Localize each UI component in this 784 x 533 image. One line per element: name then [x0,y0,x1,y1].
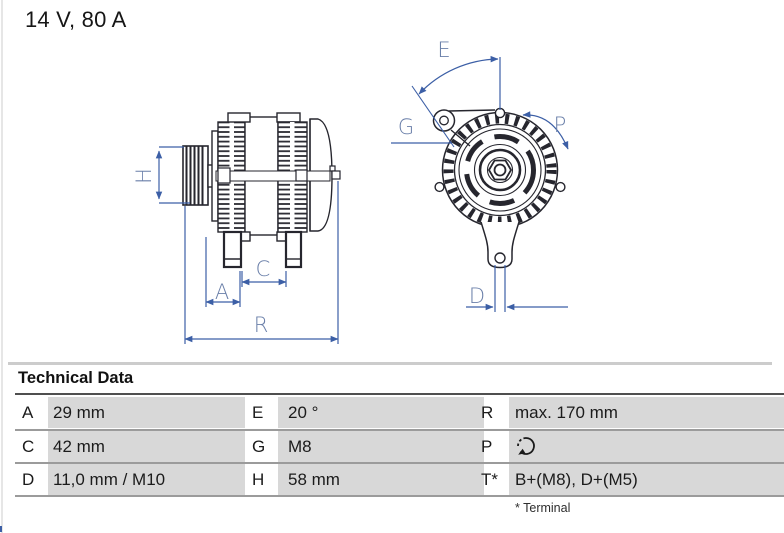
label-e: E [437,38,451,62]
section-heading: Technical Data [18,369,134,387]
alternator-front-view [434,108,565,267]
spec-label-R: R [481,403,494,422]
section-divider [8,362,772,365]
mounting-lug [434,110,455,131]
spec-label-G: G [252,437,266,456]
terminal-stud [330,166,340,179]
bottom-foot [481,222,519,268]
label-h: H [132,168,156,184]
heading-rule [15,393,784,395]
spec-value-P [509,431,784,462]
spec-value-R: max. 170 mm [509,397,784,428]
table-row [0,464,784,495]
spec-label-C: C [22,437,35,456]
spec-value-A: 29 mm [48,397,245,428]
pulley [183,146,208,205]
spec-label-D: D [22,470,35,489]
table-row [0,397,784,428]
right-lug [556,183,565,192]
spec-value-H: 58 mm [278,464,484,495]
label-p: P [553,113,567,137]
spec-value-T: B+(M8), D+(M5) [509,464,784,495]
spec-label-P: P [481,437,493,456]
table-row [0,431,784,462]
spec-value-E: 20 ° [278,397,484,428]
spec-label-H: H [252,470,265,489]
shaft-hex-nut [489,161,511,180]
spec-value-D: 11,0 mm / M10 [48,464,245,495]
label-c: C [255,257,271,281]
label-a: A [214,280,230,304]
label-d: D [468,284,486,308]
label-g: G [397,115,415,139]
spec-value-G: M8 [278,431,484,462]
left-edge-blue-mark [0,526,2,532]
spec-label-T: T* [481,470,498,489]
label-r: R [253,313,269,337]
spec-title: 14 V, 80 A [25,7,127,32]
terminal-footnote: * Terminal [515,501,571,515]
spec-label-A: A [22,403,34,422]
spec-label-E: E [252,403,264,422]
spec-value-C: 42 mm [48,431,245,462]
rotation-direction-icon [513,434,539,458]
table-bottom-border [15,495,784,497]
left-lug [435,183,444,192]
